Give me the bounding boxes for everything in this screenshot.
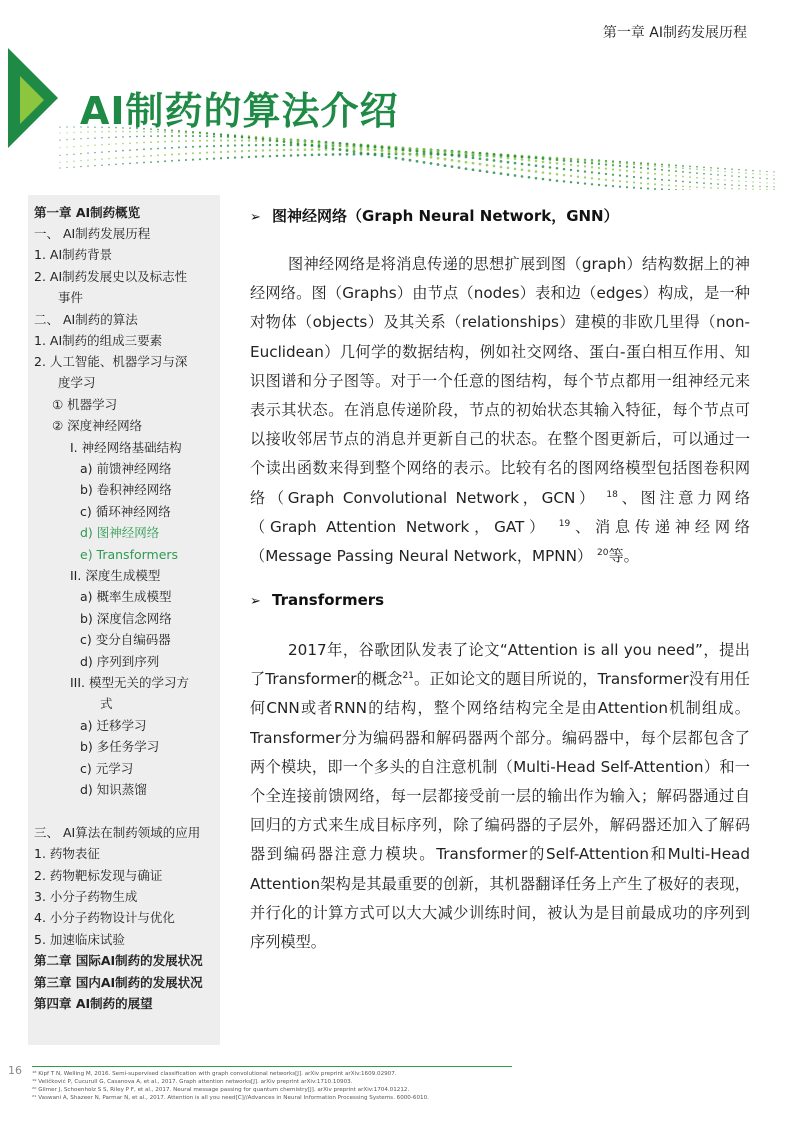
toc-item[interactable]: b) 多任务学习 [80, 739, 160, 754]
toc-item[interactable]: d) 知识蒸馏 [80, 782, 147, 797]
footnotes [32, 1070, 592, 1102]
toc-item[interactable]: 度学习 [58, 375, 96, 390]
toc-item[interactable]: II. 深度生成模型 [70, 568, 161, 583]
toc-item[interactable]: d) 序列到序列 [80, 654, 160, 669]
paragraph-text: 、图注意力网络（Graph Attention Network，GAT） [250, 488, 750, 536]
toc-item[interactable]: b) 卷积神经网络 [80, 482, 172, 497]
toc-item[interactable]: 2. 人工智能、机器学习与深 [34, 354, 188, 369]
paragraph-text: 图神经网络是将消息传递的思想扩展到图（graph）结构数据上的神经网络。图（Graphs）由节点（nodes）表和边（edges）构成，是一种对物体（objects）及其关系（relationships）建模的非欧几里得（non-Euclidean）几何学的数据结构，例如社交网络、蛋白-蛋白相互作用、知识图谱和分子图等。对于一个任意的图结构，每个节点都用一组神经元来表示其状态。在消息传递阶段，节点的初始状态其输入特征，每个节点可以接收邻居节点的消息并更新自己的状态。在整个图更新后，可以通过一个读出函数来得到整个网络的表示。比较有名的图网络模型包括图卷积网络（Graph Convolutional Network，GCN） [250, 255, 750, 507]
toc-item[interactable]: 二、 AI制药的算法 [34, 312, 138, 327]
toc-item[interactable]: 第一章 AI制药概览 [34, 205, 141, 220]
footnote-ref[interactable]: 19 [558, 518, 571, 529]
toc-item[interactable]: 2. AI制药发展史以及标志性 [34, 269, 188, 284]
section-heading-transformers [250, 591, 384, 609]
toc-item[interactable]: c) 循环神经网络 [80, 504, 171, 519]
footnote: ²¹ Vaswani A, Shazeer N, Parmar N, et al., 2017. Attention is all you need[C]//Advances in Neural Information Processing Systems. 6000-6010. [32, 1095, 429, 1101]
toc-item[interactable]: 事件 [58, 290, 84, 305]
toc-item[interactable]: 1. 药物表征 [34, 846, 100, 861]
paragraph-transformers [250, 636, 750, 957]
toc-item[interactable]: 式 [100, 696, 113, 711]
toc-item[interactable]: 一、 AI制药发展历程 [34, 226, 151, 241]
toc-item[interactable]: a) 概率生成模型 [80, 589, 172, 604]
toc-item[interactable]: 2. 药物靶标发现与确证 [34, 868, 163, 883]
footnote: ¹⁸ Kipf T N, Welling M, 2016. Semi-supervised classification with graph convolutional networks[J]. arXiv preprint arXiv:1609.02907. [32, 1071, 397, 1077]
toc-item[interactable]: 5. 加速临床试验 [34, 932, 125, 947]
toc-item[interactable]: b) 深度信念网络 [80, 611, 172, 626]
footnote-ref[interactable]: 21 [402, 671, 414, 682]
footnote: ¹⁹ Veličković P, Cucurull G, Casanova A, et al., 2017. Graph attention networks[J]. arXiv preprint arXiv:1710.10903. [32, 1079, 353, 1085]
running-header: 第一章 AI制药发展历程 [602, 25, 747, 41]
toc-item[interactable]: 3. 小分子药物生成 [34, 889, 138, 904]
toc-item-active[interactable]: e) Transformers [80, 547, 179, 562]
toc-item[interactable]: a) 前馈神经网络 [80, 461, 172, 476]
section-heading-text: Transformers [272, 591, 385, 609]
footnote-ref[interactable]: 18 [606, 489, 618, 500]
toc-item[interactable]: 4. 小分子药物设计与优化 [34, 910, 175, 925]
paragraph-text: 等。 [608, 547, 639, 566]
bullet-arrow-icon: ➢ [250, 594, 261, 609]
table-of-contents [28, 195, 220, 1045]
toc-item[interactable]: 第三章 国内AI制药的发展状况 [34, 975, 203, 990]
paragraph-text: 、消息传递神经网络（Message Passing Neural Network，MPNN） [250, 517, 750, 566]
toc-item[interactable]: c) 变分自编码器 [80, 632, 171, 647]
toc-item-active[interactable]: d) 图神经网络 [80, 525, 160, 540]
section-heading-text: 图神经网络（Graph Neural Network，GNN） [272, 207, 619, 225]
footnote-ref[interactable]: 20 [597, 547, 609, 558]
toc-item[interactable]: III. 模型无关的学习方 [70, 675, 190, 690]
toc-item[interactable]: ② 深度神经网络 [52, 418, 143, 433]
toc-item[interactable]: a) 迁移学习 [80, 718, 147, 733]
toc-item[interactable]: 第四章 AI制药的展望 [34, 996, 153, 1011]
toc-item[interactable]: ① 机器学习 [52, 397, 118, 412]
footnote-divider [32, 1066, 512, 1067]
dotted-wave-pattern [59, 126, 774, 190]
toc-item[interactable]: I. 神经网络基础结构 [70, 440, 182, 455]
paragraph-text: 。正如论文的题目所说的，Transformer没有用任何CNN或者RNN的结构，整个网络结构完全是由Attention机制组成。Transformer分为编码器和解码器两个部分。编码器中，每个层都包含了两个模块，即一个多头的自注意机制（Multi-Head Self-Attention）和一个全连接前馈网络，每一层都接受前一层的输出作为输入；解码器通过自回归的方式来生成目标序列，除了编码器的子层外，解码器还加入了解码器到编码器注意力模块。Transformer的Self-Attention和Multi-Head Attention架构是其最重要的创新，其机器翻译任务上产生了极好的表现，并行化的计算方式可以大大减少训练时间，被认为是目前最成功的序列到序列模型。 [250, 670, 750, 952]
page-title: AI制药的算法介绍 [80, 89, 399, 133]
toc-item[interactable]: 1. AI制药背景 [34, 247, 113, 262]
section-heading-gnn [250, 205, 619, 226]
bullet-arrow-icon: ➢ [250, 210, 261, 225]
paragraph-text: 2017年，谷歌团队发表了论文“Attention is all you need”，提出了Transformer的概念 [250, 641, 750, 689]
paragraph-gnn [250, 250, 750, 571]
footnote: ²⁰ Gilmer J, Schoenholz S S, Riley P F, et al., 2017. Neural message passing for quantum chemistry[J]. arXiv preprint arXiv:1704.01212. [32, 1087, 410, 1093]
toc-item[interactable]: c) 元学习 [80, 761, 134, 776]
page-number: 16 [8, 1064, 22, 1077]
toc-item[interactable]: 第二章 国际AI制药的发展状况 [34, 953, 203, 968]
toc-item[interactable]: 三、 AI算法在制药领域的应用 [34, 825, 201, 840]
toc-item[interactable]: 1. AI制药的组成三要素 [34, 333, 163, 348]
